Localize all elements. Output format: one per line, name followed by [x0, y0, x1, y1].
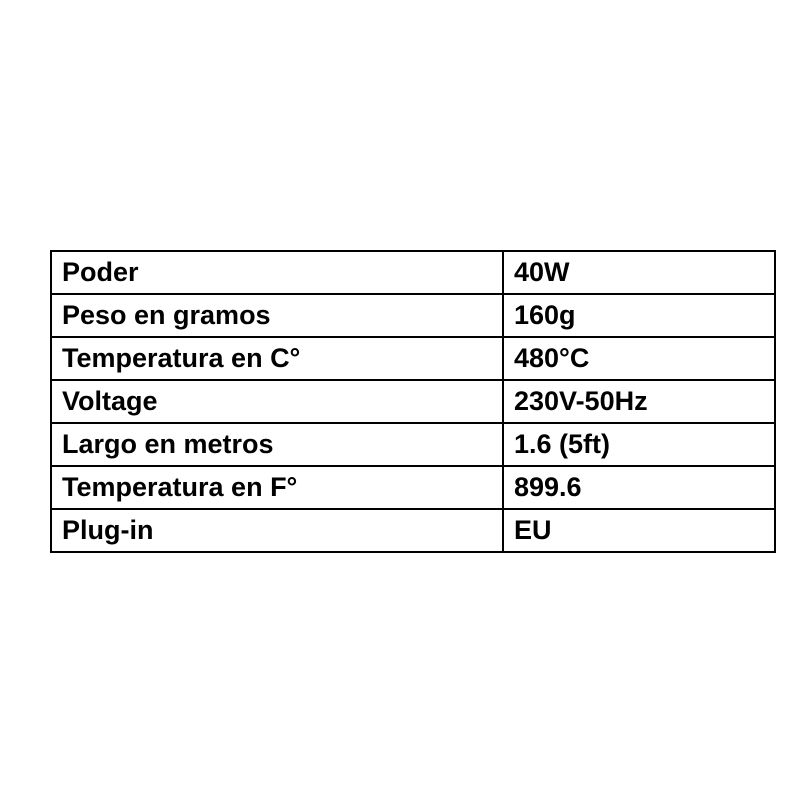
table-row [51, 380, 775, 423]
specifications-table [50, 250, 776, 553]
spec-value: 1.6 (5ft) [503, 423, 775, 466]
table-row [51, 509, 775, 552]
spec-label: Temperatura en F° [51, 466, 503, 509]
spec-value: 899.6 [503, 466, 775, 509]
spec-value: 160g [503, 294, 775, 337]
spec-label: Voltage [51, 380, 503, 423]
spec-label: Temperatura en C° [51, 337, 503, 380]
table-row [51, 423, 775, 466]
table-row [51, 294, 775, 337]
table-row [51, 466, 775, 509]
spec-value: 230V-50Hz [503, 380, 775, 423]
spec-label: Peso en gramos [51, 294, 503, 337]
table-row [51, 251, 775, 294]
spec-table-container [50, 250, 750, 553]
table-row [51, 337, 775, 380]
spec-label: Plug-in [51, 509, 503, 552]
spec-label: Largo en metros [51, 423, 503, 466]
spec-value: 40W [503, 251, 775, 294]
spec-value: 480°C [503, 337, 775, 380]
spec-value: EU [503, 509, 775, 552]
spec-table-body [51, 251, 775, 552]
spec-label: Poder [51, 251, 503, 294]
